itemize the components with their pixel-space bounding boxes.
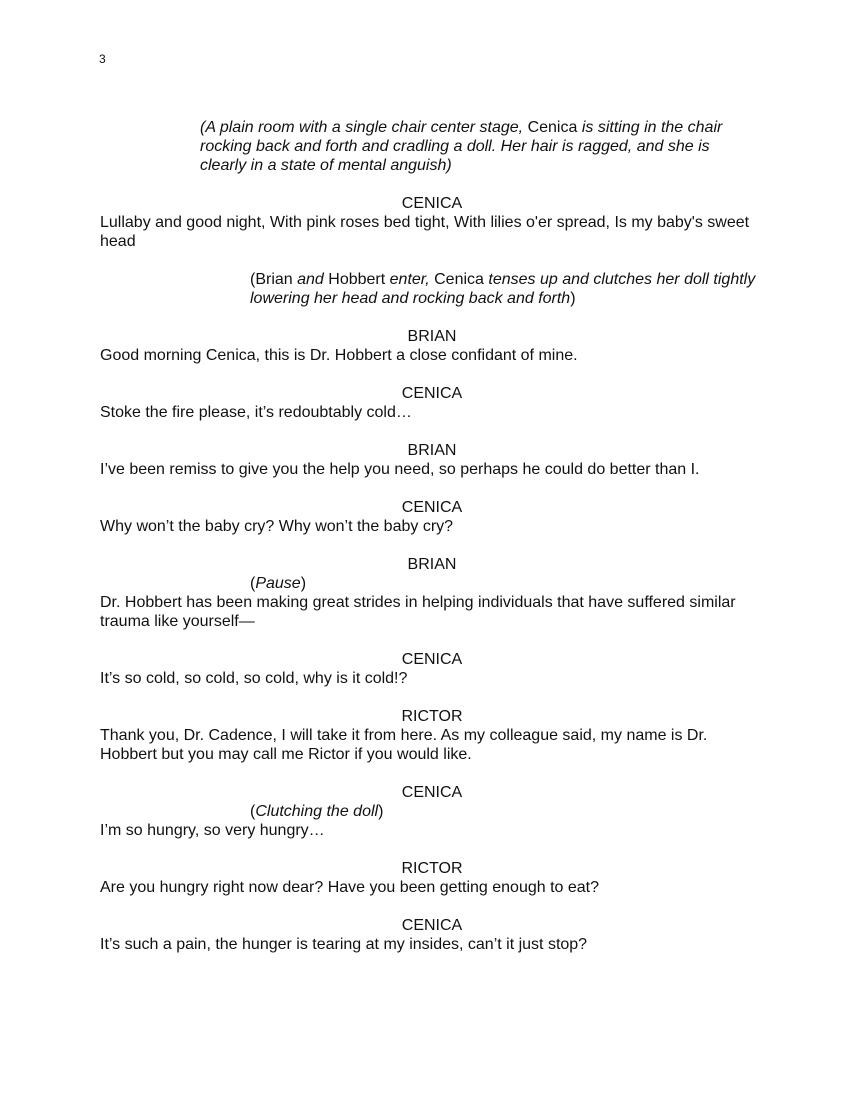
opening-stage-direction — [200, 118, 760, 175]
dialogue-line: Good morning Cenica, this is Dr. Hobbert a close confidant of mine. — [100, 347, 578, 364]
dialogue-line: Dr. Hobbert has been making great strides in helping individuals that have suffered similar trauma like yourself— — [100, 594, 736, 630]
character-cue: CENICA — [401, 784, 463, 801]
character-cue: CENICA — [401, 385, 463, 402]
dialogue-line: I’ve been remiss to give you the help you need, so perhaps he could do better than I. — [100, 461, 700, 478]
parenthetical — [250, 802, 760, 821]
character-cue: CENICA — [401, 499, 463, 516]
character-cue: BRIAN — [407, 442, 457, 459]
character-name: Cenica — [434, 271, 484, 288]
entrance-stage-direction — [250, 270, 760, 308]
paren: ( — [250, 271, 256, 288]
character-cue: BRIAN — [407, 328, 457, 345]
stage-direction-text: enter, — [385, 271, 435, 288]
character-cue: CENICA — [401, 917, 463, 934]
paren: ) — [300, 575, 307, 592]
paren: ( — [250, 803, 256, 820]
character-cue: CENICA — [401, 195, 463, 212]
stage-direction-text: (A plain room with a single chair center stage, — [200, 119, 528, 136]
paren: ) — [378, 803, 384, 820]
character-name: Hobbert — [328, 271, 386, 288]
parenthetical — [250, 574, 760, 593]
dialogue-line: It’s such a pain, the hunger is tearing at my insides, can’t it just stop? — [100, 936, 588, 953]
page-number: 3 — [99, 52, 106, 66]
paren: ( — [250, 575, 256, 592]
script-content — [100, 118, 760, 954]
dialogue-line: Stoke the fire please, it’s redoubtably cold… — [100, 404, 412, 421]
parenthetical-text: Clutching the doll — [255, 803, 379, 820]
stage-direction-text: is sitting in the chair rocking back and forth and cradling a doll. Her hair is ragged, and she is clearly in a state of mental anguish) — [200, 119, 723, 174]
dialogue-line: I’m so hungry, so very hungry… — [100, 822, 325, 839]
dialogue-line: Why won’t the baby cry? Why won’t the baby cry? — [100, 518, 454, 535]
character-cue: RICTOR — [401, 708, 463, 725]
stage-direction-text: and — [292, 271, 329, 288]
dialogue-line: Are you hungry right now dear? Have you been getting enough to eat? — [100, 879, 600, 896]
character-cue: RICTOR — [401, 860, 463, 877]
paren: ) — [570, 290, 576, 307]
character-cue: BRIAN — [407, 556, 457, 573]
character-cue: CENICA — [401, 651, 463, 668]
dialogue-line: It’s so cold, so cold, so cold, why is it cold!? — [100, 670, 408, 687]
character-name: Brian — [255, 271, 293, 288]
dialogue-line: Thank you, Dr. Cadence, I will take it from here. As my colleague said, my name is Dr. Hobbert but you may call me Rictor if you would like. — [100, 727, 708, 763]
dialogue-line: Lullaby and good night, With pink roses bed tight, With lilies o'er spread, Is my baby's sweet head — [100, 214, 750, 250]
character-name: Cenica — [527, 119, 578, 136]
stage-direction-text: tenses up and clutches her doll tightly lowering her head and rocking back and forth — [250, 271, 756, 307]
parenthetical-text: Pause — [255, 575, 301, 592]
